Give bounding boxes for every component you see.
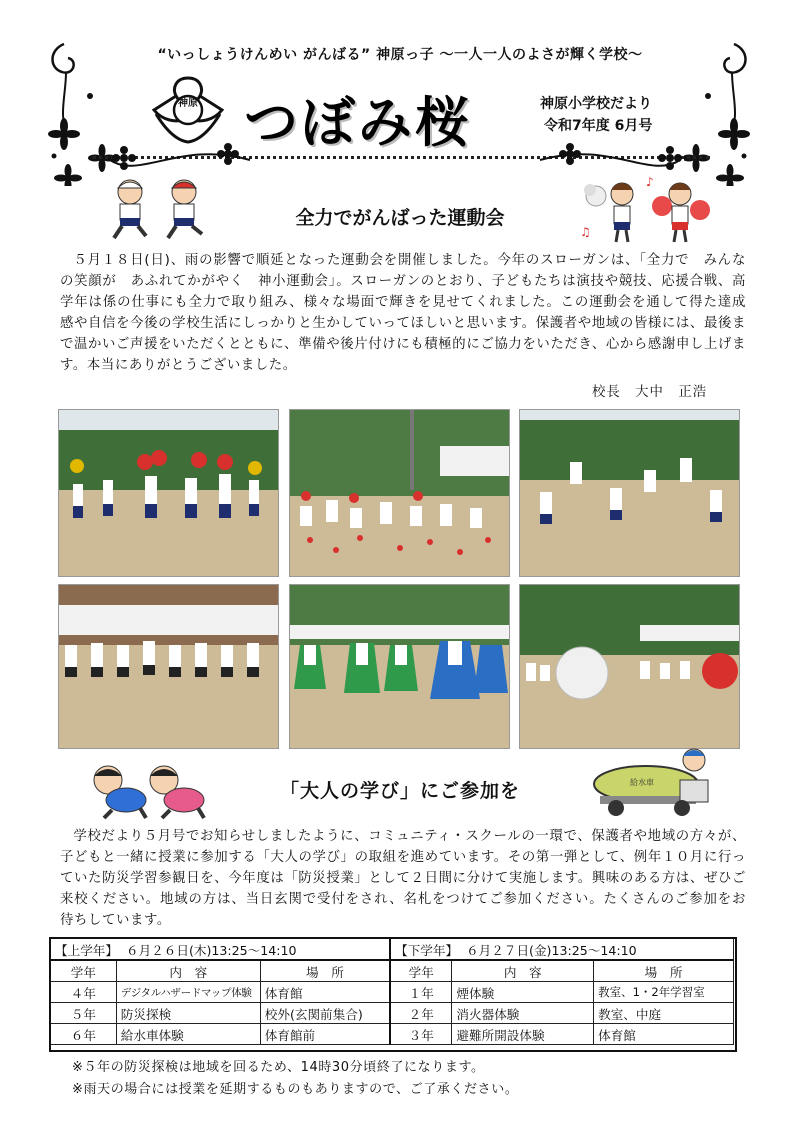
col-content: 内 容 [452,960,594,982]
grade-cell: ５年 [51,1003,117,1024]
issue-label: 令和7年度 6月号 [544,118,653,134]
table-row [51,982,734,1003]
water-truck-illustration [586,746,716,820]
photo-cheer-dance [58,409,279,577]
lower-grade-label: 【下学年】 [395,942,459,958]
flower-ornament-left [100,140,260,180]
article-heading-sports-day: 全力でがんばった運動会 [295,207,505,229]
grade-cell: ６年 [51,1024,117,1045]
schedule-date-row [51,939,734,961]
content-cell: 煙体験 [452,982,594,1003]
place-cell: 校外(玄関前集合) [260,1003,390,1024]
schedule-header-row [51,960,734,982]
flower-ornament-right [530,140,690,180]
school-name: 神原小学校だより [540,96,652,112]
photo-ball-game [289,409,510,577]
content-cell: デジタルハザードマップ体験 [116,982,260,1003]
school-emblem [146,74,230,146]
table-row [51,1003,734,1024]
truck-label: 給水車 [630,778,654,787]
photo-relay-line [58,584,279,749]
col-grade: 学年 [390,960,452,982]
article-heading-adult-learning: 「大人の学び」にご参加を [279,780,520,802]
col-content: 内 容 [116,960,260,982]
note-rain-postpone: ※雨天の場合には授業を延期するものもありますので、ご了承ください。 [72,1082,519,1097]
place-cell: 体育館前 [260,1024,390,1045]
content-cell: 消火器体験 [452,1003,594,1024]
place-cell: 体育館 [260,982,390,1003]
content-cell: 防災探検 [116,1003,260,1024]
table-row [51,1024,734,1045]
photo-giant-ball [519,584,740,749]
article-body-adult-learning: 学校だより５月号でお知らせしましたように、コミュニティ・スクールの一環で、保護者や地域の方々が、子どもと一緒に授業に参加する「大人の学び」の取組を進めています。その第一弾として、例年１０月に行っていた防災学習参観日を、今年度は「防災授業」として２日間に分けて実施します。興味のある方は、ぜひご来校ください。地域の方は、当日玄関で受付をされ、名札をつけてご参加ください。たくさんのご参加をお待ちしています。 [60,829,746,928]
col-place: 場 所 [594,960,734,982]
upper-grade-datetime: ６月２６日(木)13:25〜14:10 [125,942,297,958]
place-cell: 体育館 [594,1024,734,1045]
photo-cape-dance [289,584,510,749]
cheerleaders-illustration [576,176,716,248]
emblem-text: 神原 [178,98,198,109]
grade-cell: ３年 [390,1024,452,1045]
grade-cell: ４年 [51,982,117,1003]
upper-grade-label: 【上学年】 [55,942,118,958]
svg-text:♫: ♫ [580,225,591,239]
upper-grade-date [51,939,391,961]
svg-text:♪: ♪ [646,176,654,189]
content-cell: 避難所開設体験 [452,1024,594,1045]
grade-cell: ２年 [390,1003,452,1024]
principal-signature: 校長 大中 正浩 [592,385,708,400]
schedule-table [50,938,734,1045]
note-disaster-walk: ※５年の防災探検は地域を回るため、14時30分頃終了になります。 [72,1060,485,1075]
school-info [540,93,652,137]
grade-cell: １年 [390,982,452,1003]
lower-grade-datetime: ６月２７日(金)13:25〜14:10 [466,942,637,958]
lower-grade-date [390,939,733,961]
col-place: 場 所 [260,960,390,982]
place-cell: 教室、1・2年学習室 [594,982,734,1003]
newsletter-title: つぼみ桜 [244,91,472,154]
content-cell: 給水車体験 [116,1024,260,1045]
photo-gymnastics [519,409,740,577]
article-body-sports-day: ５月１８日(日)、雨の影響で順延となった運動会を開催しました。今年のスローガンは、｢全力で みんなの笑顔が あふれてかがやく 神小運動会｣。スローガンのとおり、子どもたちは演技や競技、応援合戦、高学年は係の仕事にも全力で取り組み、様々な場面で輝きを見せてくれました。この運動会を通して得た達成感や自信を今後の学校生活にしっかりと生かしていってほしいと思います。保護者や地域の皆様には、最後まで温かいご声援をいただくとともに、準備や後片付けにも積極的にご協力をいただき、心から感謝申し上げます。本当にありがとうございました。 [60,253,746,373]
school-motto: “いっしょうけんめい がんばる” 神原っ子 〜一人一人のよさが輝く学校〜 [157,47,643,63]
place-cell: 教室、中庭 [594,1003,734,1024]
col-grade: 学年 [51,960,117,982]
